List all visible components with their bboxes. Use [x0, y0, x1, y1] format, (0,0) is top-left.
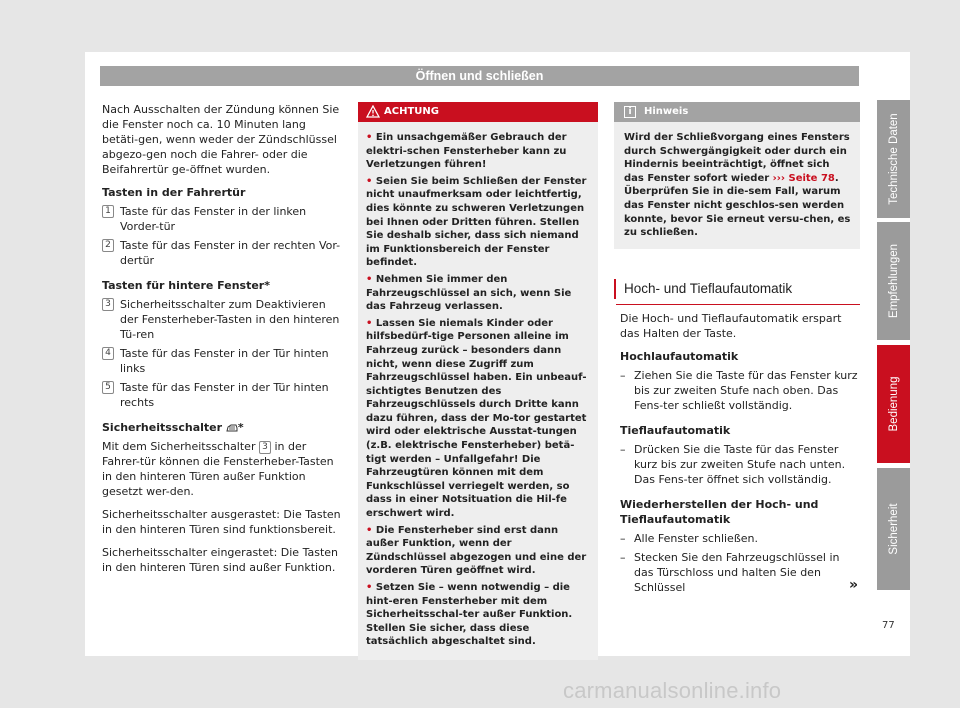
hint-box	[614, 102, 860, 249]
dash-marker: –	[620, 550, 626, 564]
tab-label: Empfehlungen	[887, 243, 900, 319]
info-icon: i	[624, 106, 636, 118]
safety-paragraph-3: Sicherheitsschalter eingerastet: Die Tasten in den hinteren Türen sind außer Funktion.	[102, 546, 338, 574]
tab-sicherheit[interactable]	[877, 468, 910, 590]
tab-label: Bedienung	[887, 376, 900, 432]
warning-text: Die Fensterheber sind erst dann außer Funktion, wenn der Zündschlüssel abgezogen und eine der vorderen Türen geöffnet wird.	[366, 524, 587, 577]
hint-title: Hinweis	[644, 106, 689, 117]
warning-text: Setzen Sie – wenn notwendig – die hint-eren Fensterheber mit dem Sicherheitsschal-ter außer Funktion. Stellen Sie sicher, dass diese tatsächlich abgeschaltet sind.	[366, 582, 573, 648]
page-reference-link[interactable]: ››› Seite 78	[772, 172, 835, 184]
warning-item	[366, 175, 590, 270]
callout-number: 3	[259, 441, 271, 454]
child-lock-icon	[226, 423, 238, 433]
callout-number: 4	[102, 347, 114, 360]
auto-content	[614, 311, 860, 595]
list-item	[102, 297, 342, 342]
tab-technische-daten[interactable]	[877, 100, 910, 218]
restore-heading: Wiederherstellen der Hoch- und Tieflaufautomatik	[620, 497, 819, 526]
continue-arrow-icon: »	[848, 576, 858, 593]
warning-text: Lassen Sie niemals Kinder oder hilfsbedürf-tige Personen alleine im Fahrzeug zurück – besonders dann nicht, wenn diese Zugriff zum Fahrzeugschlüssel haben. Ein unbeauf-sichtigtes Benutzen des Fahrzeugschlüssels durch Dritte kann dazu führen, dass der Mo-tor gestartet wird oder elektrische Ausstat-tungen (z.B. elektrische Fensterheber) betä-tigt werden – Unfallgefahr! Die Fahrzeugtüren können mit dem Funkschlüssel verriegelt werden, so dass in einer Notsituation die Hil-fe erschwert wird.	[366, 317, 587, 520]
optional-equipment-star: *	[237, 421, 244, 434]
intro-paragraph: Nach Ausschalten der Zündung können Sie die Fenster noch ca. 10 Minuten lang betäti-gen, wenn weder der Zündschlüssel abgezo-gen noch die Fahrer- oder die Beifahrertür ge-öffnet wurden.	[102, 103, 340, 176]
bullet-icon: •	[366, 317, 373, 329]
warning-text: Seien Sie beim Schließen der Fenster nicht unaufmerksam oder leichtfertig, dies könnte zu schweren Verletzungen bei Ihnen oder Dritten führen. Stellen Sie deshalb sicher, dass sich niemand im Funktionsbereich der Fenster befindet.	[366, 175, 587, 269]
tab-label: Technische Daten	[887, 113, 900, 205]
warning-item	[366, 273, 590, 314]
list-item	[102, 380, 342, 410]
section-rule	[616, 304, 860, 305]
rear-windows-heading: Tasten für hintere Fenster*	[102, 279, 270, 292]
tab-label: Sicherheit	[887, 503, 900, 555]
safety-switch-heading	[102, 420, 342, 435]
tab-empfehlungen[interactable]	[877, 222, 910, 340]
list-item-text: Alle Fenster schließen.	[634, 531, 758, 545]
dash-marker: –	[620, 442, 626, 456]
bullet-icon: •	[366, 175, 373, 187]
warning-header	[358, 102, 598, 122]
warning-box	[358, 102, 598, 660]
list-item	[102, 204, 342, 234]
hint-text: . Überprüfen Sie in die-sem Fall, warum das Fenster nicht geschlos-sen werden konnte, bevor Sie erneut versu-chen, es zu schließen.	[624, 172, 851, 239]
warning-item	[366, 131, 590, 172]
driver-door-heading: Tasten in der Fahrertür	[102, 186, 246, 199]
callout-number: 3	[102, 298, 114, 311]
page-header: Öffnen und schließen	[100, 66, 859, 86]
warning-triangle-icon	[366, 105, 380, 118]
list-item	[102, 346, 342, 376]
callout-number: 1	[102, 205, 114, 218]
list-item	[102, 238, 342, 268]
warning-title: ACHTUNG	[384, 106, 439, 117]
list-item	[620, 368, 860, 413]
bullet-icon: •	[366, 524, 373, 536]
list-item-text: Taste für das Fenster in der rechten Vor-dertür	[120, 239, 341, 267]
callout-number: 5	[102, 381, 114, 394]
list-item	[620, 531, 860, 546]
safety-paragraph-2: Sicherheitsschalter ausgerastet: Die Tasten in den hinteren Türen sind funktionsbereit.	[102, 508, 341, 536]
auto-intro: Die Hoch- und Tieflaufautomatik erspart das Halten der Taste.	[620, 311, 842, 340]
watermark: carmanualsonline.info	[563, 678, 782, 703]
bullet-icon: •	[366, 132, 373, 143]
warning-item	[366, 524, 590, 578]
list-item-text: Sicherheitsschalter zum Deaktivieren der Fensterheber-Tasten in den hinteren Tü-ren	[120, 298, 340, 341]
safety-heading-text: Sicherheitsschalter	[102, 421, 223, 434]
column-right	[614, 102, 860, 599]
tab-bedienung[interactable]	[877, 345, 910, 463]
list-item-text: Drücken Sie die Taste für das Fenster kurz bis zur zweiten Stufe nach unten. Das Fens-ter öffnet sich vollständig.	[634, 442, 846, 486]
list-item-text: Stecken Sie den Fahrzeugschlüssel in das Türschloss und halten Sie den Schlüssel	[634, 550, 840, 594]
warning-text: Ein unsachgemäßer Gebrauch der elektri-schen Fensterheber kann zu Verletzungen führen!	[366, 132, 567, 171]
page-number: 77	[882, 620, 895, 631]
text-segment: Mit dem Sicherheitsschalter	[102, 440, 256, 453]
hint-header	[614, 102, 860, 122]
section-heading	[614, 279, 860, 299]
dash-marker: –	[620, 531, 626, 545]
safety-paragraph-1	[102, 439, 342, 499]
list-item-text: Taste für das Fenster in der linken Vorder-tür	[120, 205, 307, 233]
bullet-icon: •	[366, 273, 373, 285]
list-item-text: Ziehen Sie die Taste für das Fenster kurz bis zur zweiten Stufe nach oben. Das Fens-ter schließt vollständig.	[634, 368, 858, 412]
dash-marker: –	[620, 368, 626, 382]
section-title-text: Hoch- und Tieflaufautomatik	[624, 280, 793, 296]
down-heading: Tieflaufautomatik	[620, 423, 731, 437]
warning-item	[366, 317, 590, 521]
text-segment: in der Fahrer-tür können die Fensterheber-Tasten in den hinteren Türen außer Funktion gesetzt wer-den.	[102, 440, 334, 498]
list-item	[620, 550, 860, 595]
warning-body	[358, 122, 598, 660]
column-middle	[358, 102, 598, 660]
list-item-text: Taste für das Fenster in der Tür hinten rechts	[120, 381, 329, 409]
callout-number: 2	[102, 239, 114, 252]
hint-text: Wird der Schließvorgang eines Fensters durch Schwergängigkeit oder durch ein Hindernis beeinträchtigt, öffnet sich das Fenster sofort wieder	[624, 132, 850, 184]
warning-text: Nehmen Sie immer den Fahrzeugschlüssel an sich, wenn Sie das Fahrzeug verlassen.	[366, 273, 572, 313]
list-item-text: Taste für das Fenster in der Tür hinten links	[120, 347, 329, 375]
hint-body	[614, 122, 860, 249]
column-left	[102, 102, 342, 583]
list-item	[620, 442, 860, 487]
up-heading: Hochlaufautomatik	[620, 349, 739, 363]
warning-item	[366, 581, 590, 649]
bullet-icon: •	[366, 582, 373, 593]
